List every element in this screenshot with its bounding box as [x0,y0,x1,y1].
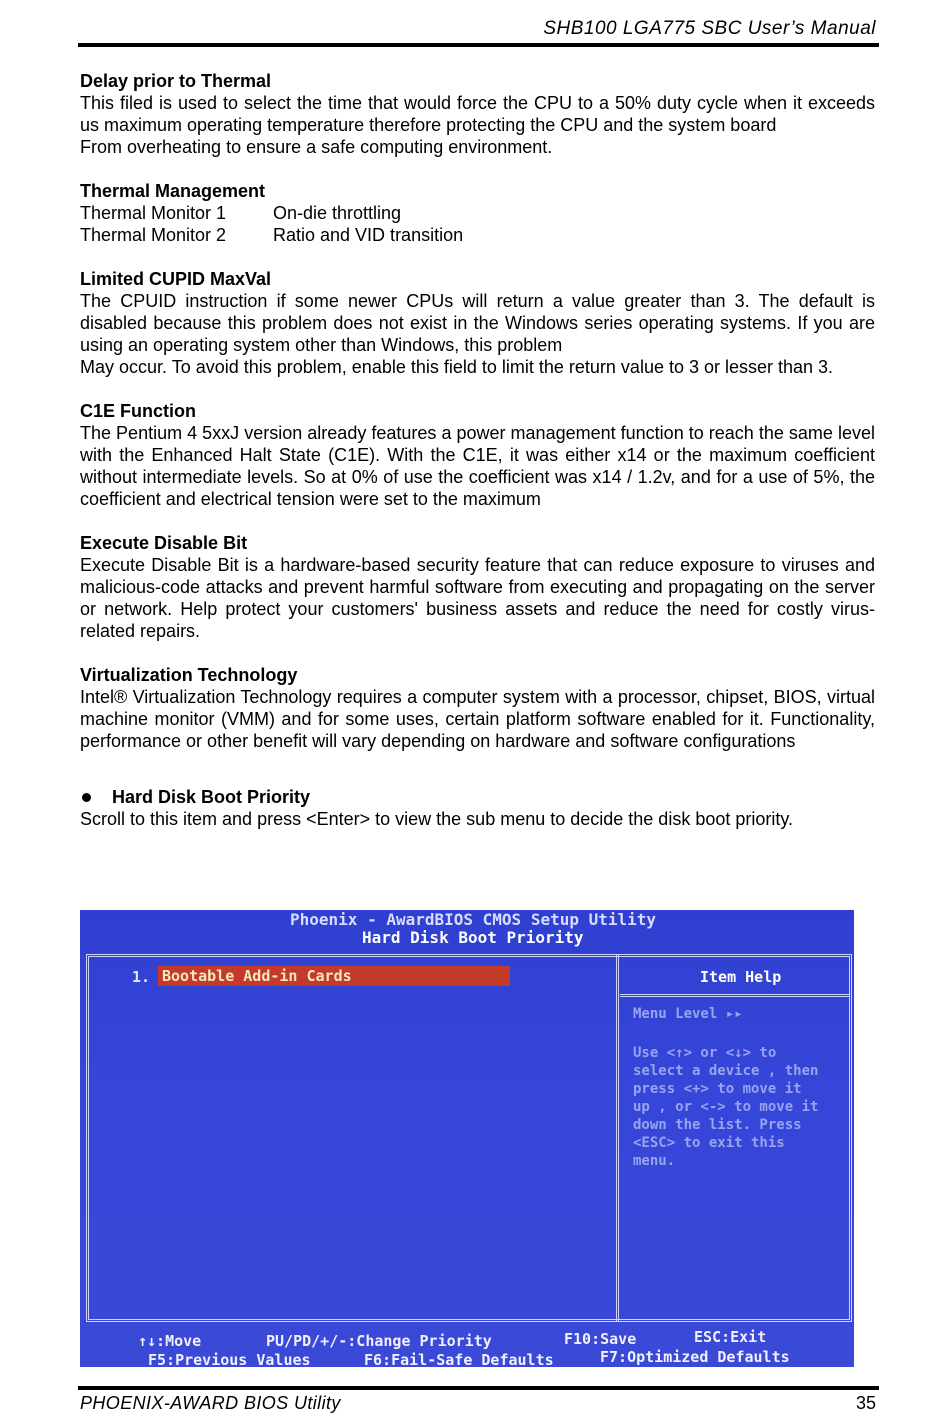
bullet-icon [82,793,91,802]
row-value: On-die throttling [273,203,402,223]
thermal-monitor-row [80,224,875,246]
paragraph: Execute Disable Bit is a hardware-based security feature that can reduce exposure to viruses and malicious-code attacks and prevent harmful software from executing and propagating on the server or network. Help protect your customers' business assets and reduce the need for costly virus-related repairs. [80,555,875,641]
bios-divider [616,954,620,1322]
section-virtualization-technology [80,664,875,752]
section-heading: Limited CUPID MaxVal [80,269,272,289]
bios-key-exit: ESC:Exit [694,1328,767,1346]
paragraph: This filed is used to select the time that would force the CPU to a 50% duty cycle when it exceeds us maximum operating temperature therefore protecting the CPU and the system board [80,93,875,135]
section-heading: Virtualization Technology [80,665,298,685]
bios-key-change-priority: PU/PD/+/-:Change Priority [266,1332,492,1350]
bios-key-fail-safe-defaults: F6:Fail-Safe Defaults [364,1351,554,1367]
section-heading: Delay prior to Thermal [80,71,272,91]
page-number: 35 [855,1393,876,1413]
row-key: Thermal Monitor 2 [80,225,227,245]
bios-subtitle: Hard Disk Boot Priority [362,928,584,947]
header-rule [78,43,879,47]
row-value: Ratio and VID transition [273,225,464,245]
bios-key-optimized-defaults: F7:Optimized Defaults [600,1348,790,1366]
bios-help-text: Use <↑> or <↓> to select a device , then press <+> to move it up , or <-> to move it down the list. Press <ESC> to exit this menu. [633,1045,819,1169]
bullet-heading [80,786,875,808]
section-heading: Execute Disable Bit [80,533,248,553]
bios-item-bootable-add-in-cards[interactable]: Bootable Add-in Cards [158,966,510,986]
bios-key-previous-values: F5:Previous Values [148,1351,311,1367]
running-header: SHB100 LGA775 SBC User’s Manual [543,18,876,39]
section-limited-cpuid-maxval [80,268,875,378]
thermal-monitor-row [80,202,875,224]
document-body [80,70,875,830]
section-heading: Thermal Management [80,181,266,201]
bios-title: Phoenix - AwardBIOS CMOS Setup Utility [290,910,657,929]
section-c1e-function [80,400,875,510]
paragraph: The Pentium 4 5xxJ version already features a power management function to reach the same level with the Enhanced Halt State (C1E). With the C1E, it was either x14 or the maximum coefficient without intermediate levels. So at 0% of use the coefficient was x14 / 1.2v, and for a use of 5%, the coefficient and electrical tension were set to the maximum [80,423,875,509]
paragraph: Intel® Virtualization Technology requires a computer system with a processor, chipset, BIOS, virtual machine monitor (VMM) and for some uses, certain platform software enabled for it. Functionality, performance or other benefit will vary depending on hardware and software configurations [80,687,875,751]
bios-screenshot [80,910,854,1367]
bios-item-number: 1. [132,968,151,986]
bios-help-title: Item Help [700,968,782,986]
paragraph: May occur. To avoid this problem, enable this field to limit the return value to 3 or lesser than 3. [80,357,834,377]
section-thermal-management [80,180,875,246]
footer-rule [78,1386,879,1390]
bullet-heading-text: Hard Disk Boot Priority [112,787,311,807]
paragraph: From overheating to ensure a safe computing environment. [80,137,553,157]
section-execute-disable-bit [80,532,875,642]
row-key: Thermal Monitor 1 [80,203,227,223]
bios-menu-level: Menu Level ▸▸ [633,1006,743,1022]
footer-title: PHOENIX-AWARD BIOS Utility [80,1393,341,1413]
section-heading: C1E Function [80,401,196,421]
bios-help-divider [620,994,850,1000]
bullet-paragraph: Scroll to this item and press <Enter> to view the sub menu to decide the disk boot priority. [80,809,794,829]
section-delay-prior-to-thermal [80,70,875,158]
bios-key-save: F10:Save [564,1330,637,1348]
bios-key-move: ↑↓:Move [138,1332,202,1350]
paragraph: The CPUID instruction if some newer CPUs will return a value greater than 3. The default is disabled because this problem does not exist in the Windows series operating systems. If you are using an operating system other than Windows, this problem [80,291,875,355]
